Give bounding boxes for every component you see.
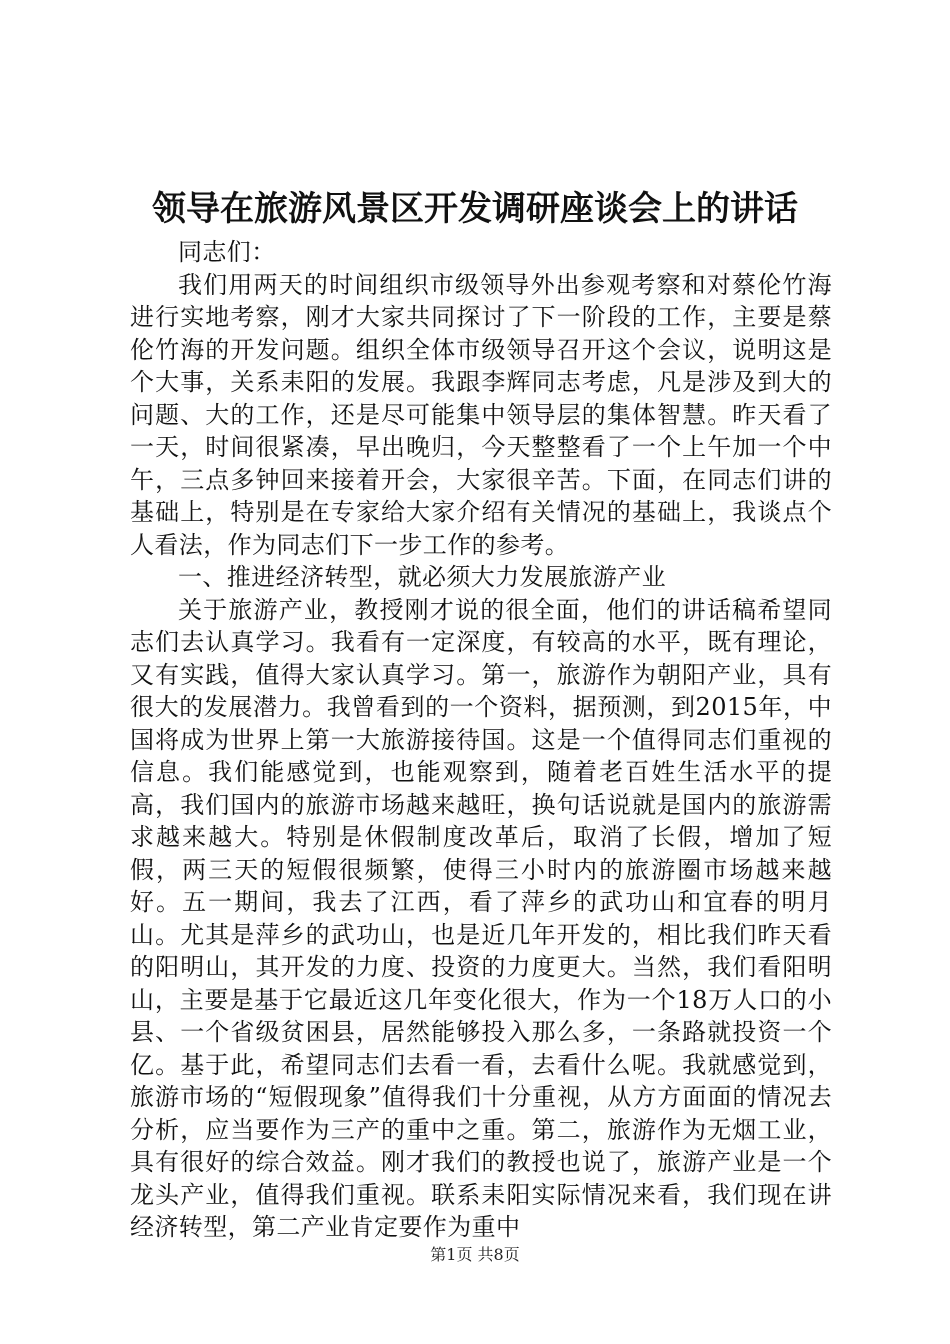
body-paragraph: 我们用两天的时间组织市级领导外出参观考察和对蔡伦竹海进行实地考察，刚才大家共同探讨了下一阶段的工作，主要是蔡伦竹海的开发问题。组织全体市级领导召开这个会议，说明这是个大事，关系耒阳的发展。我跟李辉同志考虑，凡是涉及到大的问题、大的工作，还是尽可能集中领导层的集体智慧。昨天看了一天，时间很紧凑，早出晚归，今天整整看了一个上午加一个中午，三点多钟回来接着开会，大家很辛苦。下面，在同志们讲的基础上，特别是在专家给大家介绍有关情况的基础上，我谈点个人看法，作为同志们下一步工作的参考。 bbox=[130, 270, 832, 559]
document-title: 领导在旅游风景区开发调研座谈会上的讲话 bbox=[152, 189, 798, 229]
document-body bbox=[130, 236, 832, 1244]
page-footer: 第1页 共8页 bbox=[430, 1245, 520, 1264]
salutation: 同志们： bbox=[178, 238, 276, 266]
section-heading: 一、推进经济转型，就必须大力发展旅游产业 bbox=[178, 563, 666, 591]
body-paragraph: 关于旅游产业，教授刚才说的很全面，他们的讲话稿希望同志们去认真学习。我看有一定深度，有较高的水平，既有理论，又有实践，值得大家认真学习。第一，旅游作为朝阳产业，具有很大的发展潜力。我曾看到的一个资料，据预测，到2015年，中国将成为世界上第一大旅游接待国。这是一个值得同志们重视的信息。我们能感觉到，也能观察到，随着老百姓生活水平的提高，我们国内的旅游市场越来越旺，换句话说就是国内的旅游需求越来越大。特别是休假制度改革后，取消了长假，增加了短假，两三天的短假很频繁，使得三小时内的旅游圈市场越来越好。五一期间，我去了江西，看了萍乡的武功山和宜春的明月山。尤其是萍乡的武功山，也是近几年开发的，相比我们昨天看的阳明山，其开发的力度、投资的力度更大。当然，我们看阳明山，主要是基于它最近这几年变化很大，作为一个18万人口的小县、一个省级贫困县，居然能够投入那么多，一条路就投资一个亿。基于此，希望同志们去看一看，去看什么呢。我就感觉到，旅游市场的“短假现象”值得我们十分重视，从方方面面的情况去分析，应当要作为三产的重中之重。第二，旅游作为无烟工业，具有很好的综合效益。刚才我们的教授也说了，旅游产业是一个龙头产业，值得我们重视。联系耒阳实际情况来看，我们现在讲经济转型，第二产业肯定要作为重中 bbox=[130, 595, 832, 1241]
